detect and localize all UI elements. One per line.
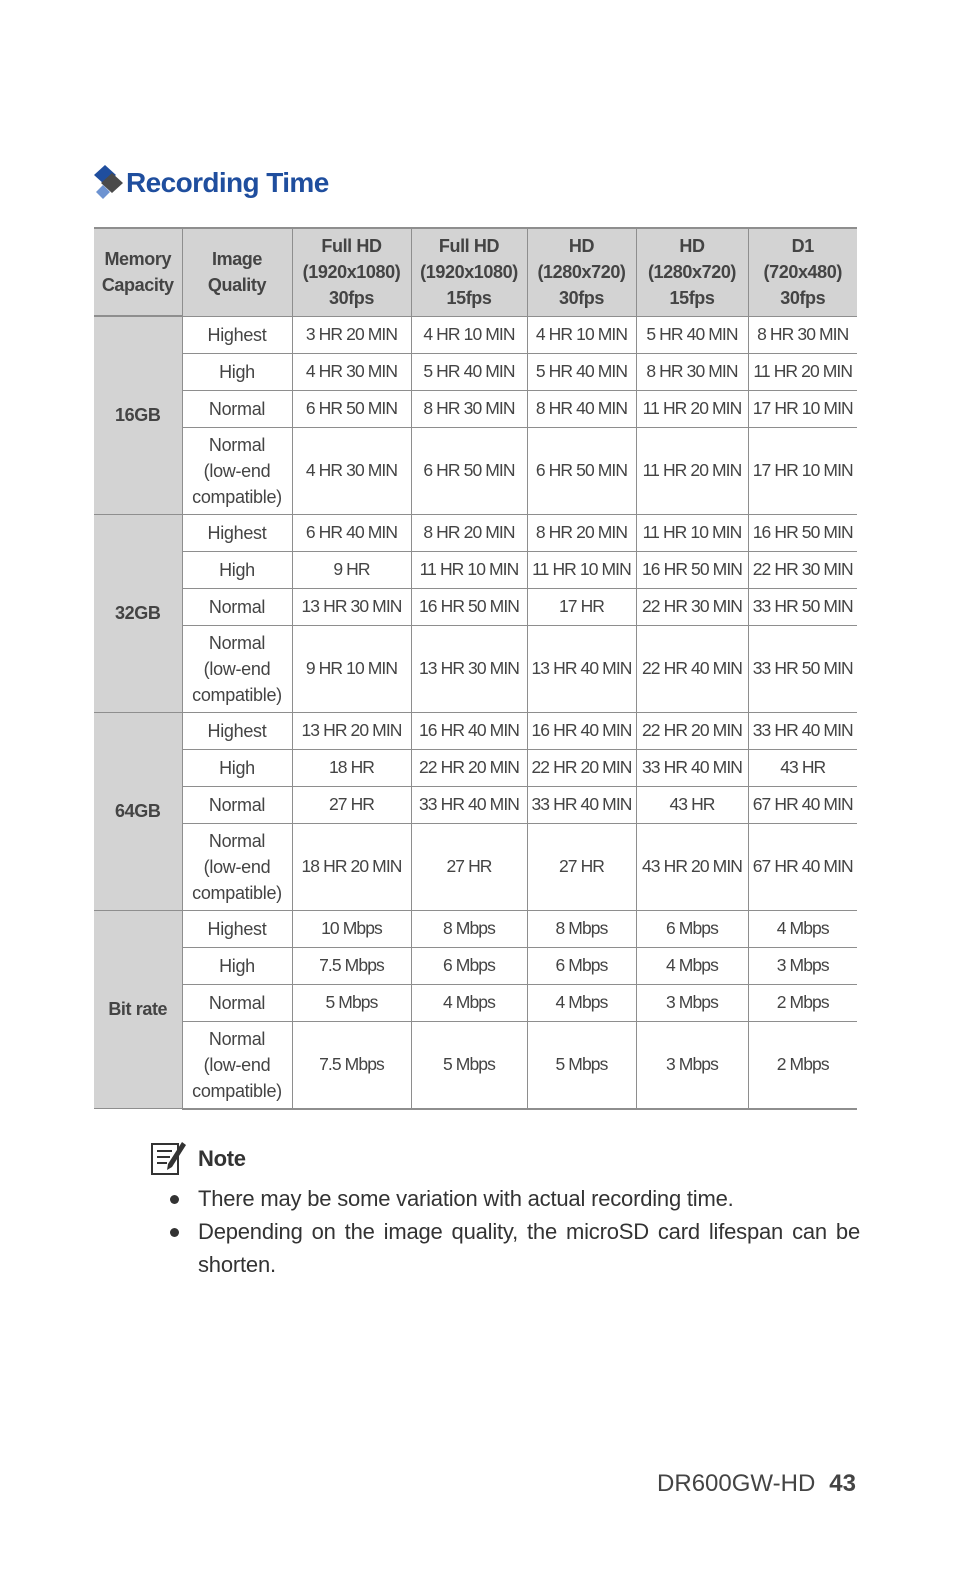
value-cell: 8 HR 20 MIN <box>527 514 636 551</box>
quality-cell: Normal <box>182 984 292 1021</box>
table-row <box>94 786 857 823</box>
value-cell: 5 HR 40 MIN <box>636 316 748 353</box>
value-cell: 5 HR 40 MIN <box>411 353 527 390</box>
value-cell: 4 HR 30 MIN <box>292 427 411 514</box>
value-cell: 16 HR 40 MIN <box>527 712 636 749</box>
table-row <box>94 947 857 984</box>
value-cell: 33 HR 40 MIN <box>636 749 748 786</box>
header-col-1: Full HD (1920x1080) 30fps <box>292 228 411 316</box>
quality-cell: Normal <box>182 390 292 427</box>
value-cell: 22 HR 30 MIN <box>748 551 857 588</box>
value-cell: 8 HR 40 MIN <box>527 390 636 427</box>
quality-cell: Normal (low-end compatible) <box>182 625 292 712</box>
quality-cell: High <box>182 551 292 588</box>
quality-cell: Normal (low-end compatible) <box>182 1021 292 1109</box>
group-label: Bit rate <box>94 910 182 1109</box>
note-section <box>150 1140 860 1281</box>
header-col-5: D1 (720x480) 30fps <box>748 228 857 316</box>
value-cell: 2 Mbps <box>748 1021 857 1109</box>
note-header <box>150 1140 860 1178</box>
value-cell: 17 HR 10 MIN <box>748 390 857 427</box>
value-cell: 6 HR 50 MIN <box>527 427 636 514</box>
note-list <box>150 1182 860 1281</box>
value-cell: 3 HR 20 MIN <box>292 316 411 353</box>
value-cell: 9 HR 10 MIN <box>292 625 411 712</box>
value-cell: 27 HR <box>527 823 636 910</box>
table-row <box>94 316 857 353</box>
value-cell: 3 Mbps <box>748 947 857 984</box>
header-col-2: Full HD (1920x1080) 15fps <box>411 228 527 316</box>
note-item <box>150 1182 860 1215</box>
note-title: Note <box>198 1146 246 1171</box>
bullet-dot <box>170 1228 179 1237</box>
value-cell: 11 HR 20 MIN <box>748 353 857 390</box>
table-row <box>94 984 857 1021</box>
value-cell: 22 HR 30 MIN <box>636 588 748 625</box>
value-cell: 2 Mbps <box>748 984 857 1021</box>
value-cell: 43 HR <box>636 786 748 823</box>
value-cell: 5 Mbps <box>292 984 411 1021</box>
value-cell: 8 HR 30 MIN <box>748 316 857 353</box>
value-cell: 27 HR <box>292 786 411 823</box>
header-memory-capacity: Memory Capacity <box>94 228 182 316</box>
table-row <box>94 588 857 625</box>
value-cell: 4 Mbps <box>636 947 748 984</box>
value-cell: 3 Mbps <box>636 984 748 1021</box>
quality-cell: High <box>182 353 292 390</box>
group-label: 64GB <box>94 712 182 910</box>
value-cell: 11 HR 20 MIN <box>636 427 748 514</box>
value-cell: 43 HR 20 MIN <box>636 823 748 910</box>
value-cell: 6 Mbps <box>411 947 527 984</box>
table-row <box>94 712 857 749</box>
value-cell: 8 Mbps <box>527 910 636 947</box>
header-col-4: HD (1280x720) 15fps <box>636 228 748 316</box>
value-cell: 8 HR 20 MIN <box>411 514 527 551</box>
value-cell: 10 Mbps <box>292 910 411 947</box>
group-label: 32GB <box>94 514 182 712</box>
value-cell: 4 HR 10 MIN <box>527 316 636 353</box>
value-cell: 27 HR <box>411 823 527 910</box>
value-cell: 4 HR 10 MIN <box>411 316 527 353</box>
value-cell: 4 Mbps <box>411 984 527 1021</box>
table-row <box>94 1021 857 1109</box>
value-cell: 9 HR <box>292 551 411 588</box>
value-cell: 4 Mbps <box>527 984 636 1021</box>
value-cell: 16 HR 50 MIN <box>636 551 748 588</box>
quality-cell: Highest <box>182 910 292 947</box>
value-cell: 13 HR 30 MIN <box>411 625 527 712</box>
quality-cell: Normal <box>182 588 292 625</box>
value-cell: 67 HR 40 MIN <box>748 823 857 910</box>
value-cell: 13 HR 20 MIN <box>292 712 411 749</box>
value-cell: 8 Mbps <box>411 910 527 947</box>
table-row <box>94 353 857 390</box>
table-row <box>94 551 857 588</box>
quality-cell: High <box>182 749 292 786</box>
table-row <box>94 390 857 427</box>
page-footer <box>657 1470 856 1498</box>
table-row <box>94 514 857 551</box>
table-row <box>94 823 857 910</box>
value-cell: 13 HR 40 MIN <box>527 625 636 712</box>
recording-time-table <box>94 227 857 1110</box>
table-row <box>94 910 857 947</box>
value-cell: 11 HR 10 MIN <box>411 551 527 588</box>
value-cell: 22 HR 20 MIN <box>527 749 636 786</box>
value-cell: 33 HR 40 MIN <box>748 712 857 749</box>
note-item <box>150 1215 860 1281</box>
value-cell: 5 Mbps <box>527 1021 636 1109</box>
value-cell: 11 HR 10 MIN <box>636 514 748 551</box>
value-cell: 11 HR 10 MIN <box>527 551 636 588</box>
page-title: Recording Time <box>126 167 329 198</box>
table-row <box>94 427 857 514</box>
value-cell: 17 HR 10 MIN <box>748 427 857 514</box>
value-cell: 16 HR 50 MIN <box>748 514 857 551</box>
table-row <box>94 625 857 712</box>
value-cell: 6 Mbps <box>527 947 636 984</box>
quality-cell: Normal (low-end compatible) <box>182 427 292 514</box>
value-cell: 33 HR 40 MIN <box>527 786 636 823</box>
value-cell: 22 HR 40 MIN <box>636 625 748 712</box>
value-cell: 4 Mbps <box>748 910 857 947</box>
table-header-row <box>94 228 857 316</box>
value-cell: 67 HR 40 MIN <box>748 786 857 823</box>
value-cell: 33 HR 40 MIN <box>411 786 527 823</box>
value-cell: 4 HR 30 MIN <box>292 353 411 390</box>
value-cell: 11 HR 20 MIN <box>636 390 748 427</box>
value-cell: 6 HR 40 MIN <box>292 514 411 551</box>
value-cell: 16 HR 40 MIN <box>411 712 527 749</box>
quality-cell: Normal <box>182 786 292 823</box>
value-cell: 43 HR <box>748 749 857 786</box>
value-cell: 5 Mbps <box>411 1021 527 1109</box>
value-cell: 33 HR 50 MIN <box>748 625 857 712</box>
table-body <box>94 316 857 1109</box>
group-label: 16GB <box>94 316 182 514</box>
value-cell: 33 HR 50 MIN <box>748 588 857 625</box>
table-row <box>94 749 857 786</box>
value-cell: 5 HR 40 MIN <box>527 353 636 390</box>
quality-cell: High <box>182 947 292 984</box>
section-heading <box>93 163 329 203</box>
model-name: DR600GW-HD <box>657 1470 816 1497</box>
quality-cell: Highest <box>182 316 292 353</box>
value-cell: 13 HR 30 MIN <box>292 588 411 625</box>
header-col-3: HD (1280x720) 30fps <box>527 228 636 316</box>
note-item-text: Depending on the image quality, the microSD card lifespan can be shorten. <box>198 1219 860 1277</box>
value-cell: 22 HR 20 MIN <box>411 749 527 786</box>
quality-cell: Normal (low-end compatible) <box>182 823 292 910</box>
value-cell: 17 HR <box>527 588 636 625</box>
value-cell: 7.5 Mbps <box>292 947 411 984</box>
diamond-bullet-icon <box>93 165 123 201</box>
value-cell: 18 HR 20 MIN <box>292 823 411 910</box>
quality-cell: Highest <box>182 514 292 551</box>
note-item-text: There may be some variation with actual recording time. <box>198 1186 734 1211</box>
value-cell: 8 HR 30 MIN <box>411 390 527 427</box>
value-cell: 6 HR 50 MIN <box>292 390 411 427</box>
bullet-dot <box>170 1195 179 1204</box>
value-cell: 6 Mbps <box>636 910 748 947</box>
note-pencil-icon <box>150 1141 188 1177</box>
header-image-quality: Image Quality <box>182 228 292 316</box>
value-cell: 16 HR 50 MIN <box>411 588 527 625</box>
page-number: 43 <box>829 1470 856 1497</box>
value-cell: 8 HR 30 MIN <box>636 353 748 390</box>
value-cell: 7.5 Mbps <box>292 1021 411 1109</box>
value-cell: 18 HR <box>292 749 411 786</box>
value-cell: 22 HR 20 MIN <box>636 712 748 749</box>
value-cell: 6 HR 50 MIN <box>411 427 527 514</box>
value-cell: 3 Mbps <box>636 1021 748 1109</box>
quality-cell: Highest <box>182 712 292 749</box>
